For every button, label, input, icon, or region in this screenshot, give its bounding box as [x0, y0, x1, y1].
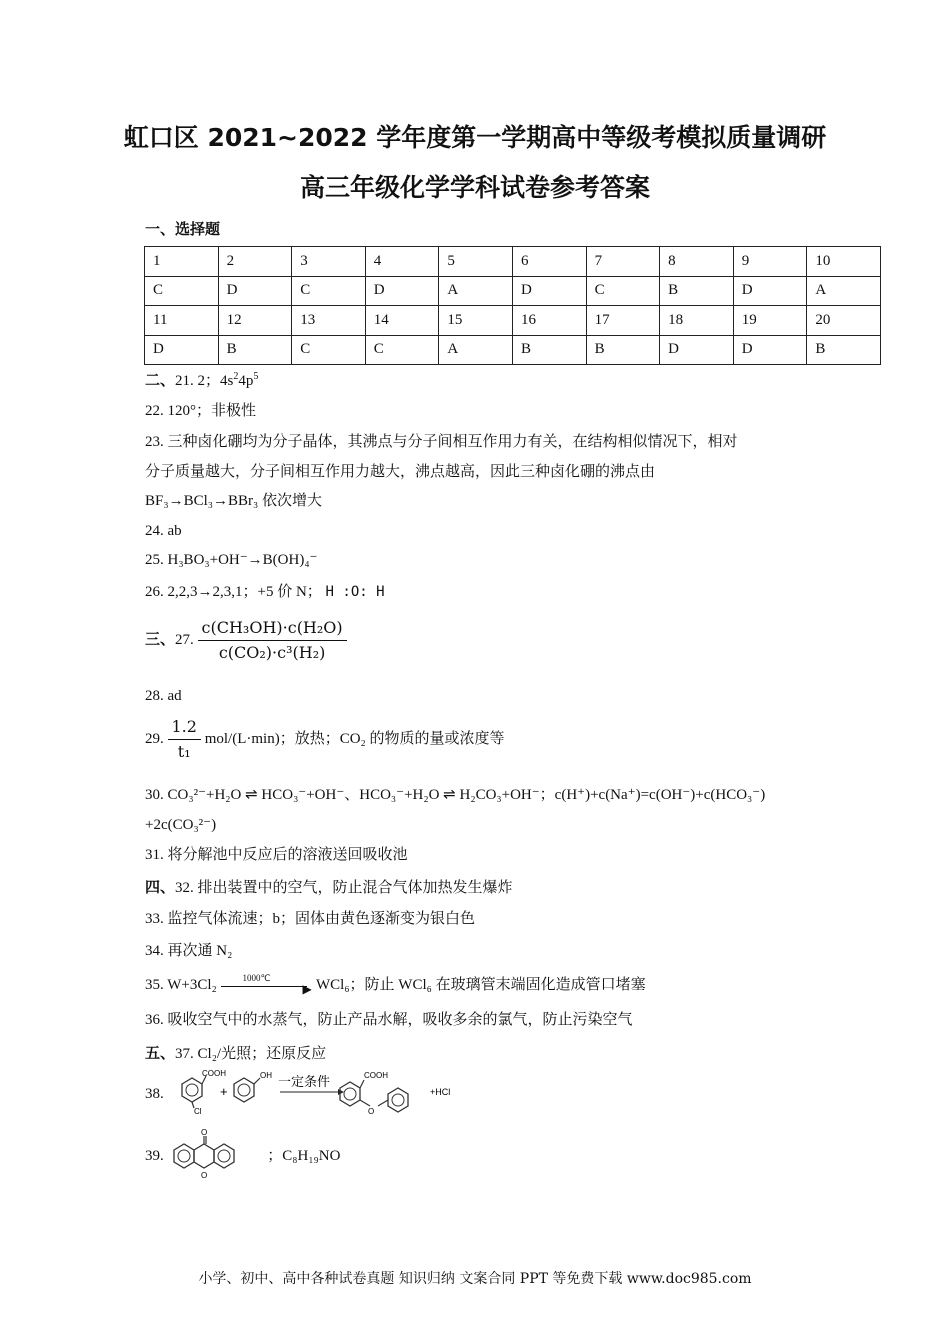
q29-line — [145, 717, 505, 762]
q36-line: 36. 吸收空气中的水蒸气，防止产品水解，吸收多余的氯气，防止污染空气 — [145, 1012, 633, 1028]
reaction-arrow: 1000℃ ▶ — [221, 976, 313, 996]
q21-sup1: 2 — [233, 371, 239, 382]
q24-line: 24. ab — [145, 523, 182, 539]
fraction-numerator: c(CH₃OH)·c(H₂O) — [198, 618, 347, 641]
q21-text: 21. 2；4s — [175, 373, 234, 389]
q32-text: 32. 排出装置中的空气，防止混合气体加热发生爆炸 — [175, 880, 513, 896]
q21-line — [145, 370, 258, 391]
section-3-heading: 三、 — [145, 629, 176, 648]
table-cell: 2 — [218, 247, 292, 277]
q37-line — [145, 1043, 326, 1064]
q23-line-3: BF₃→BCl₃→BBr₃ 依次增大 — [145, 493, 322, 509]
table-row — [145, 276, 881, 306]
table-cell: 16 — [512, 306, 586, 336]
table-cell: C — [292, 335, 366, 365]
section-1-heading: 一、选择题 — [145, 220, 221, 238]
q23-line-1: 23. 三种卤化硼均为分子晶体，其沸点与分子间相互作用力有关，在结构相似情况下，相对 — [145, 434, 738, 450]
q39-label: 39. — [145, 1148, 164, 1164]
q33-line: 33. 监控气体流速；b；固体由黄色逐渐变为银白色 — [145, 911, 476, 927]
table-cell: 19 — [733, 306, 807, 336]
table-cell: 10 — [807, 247, 881, 277]
table-cell: D — [365, 276, 439, 306]
hcl-label: +HCl — [430, 1087, 451, 1097]
table-cell: A — [807, 276, 881, 306]
section-4-heading: 四、 — [145, 878, 176, 896]
q22-line: 22. 120°；非极性 — [145, 403, 256, 419]
table-cell: B — [512, 335, 586, 365]
q21-mid: 4p — [238, 373, 254, 389]
table-cell: 1 — [145, 247, 219, 277]
table-cell: A — [439, 276, 513, 306]
q21-sup2: 5 — [253, 371, 259, 382]
q23-line-2: 分子质量越大，分子间相互作用力越大，沸点越高，因此三种卤化硼的沸点由 — [145, 464, 656, 480]
q25-line: 25. H₃BO₃+OH⁻→B(OH)₄⁻ — [145, 552, 318, 568]
q30-line-2: +2c(CO₃²⁻) — [145, 817, 217, 833]
table-cell: 13 — [292, 306, 366, 336]
table-cell: B — [586, 335, 660, 365]
q26-text: 26. 2,2,3→2,3,1；+5 价 N； — [145, 584, 322, 600]
reaction-condition: 1000℃ — [242, 972, 271, 983]
product-ring-1-icon — [340, 1082, 360, 1106]
table-cell: D — [218, 276, 292, 306]
equilibrium-constant-fraction — [198, 618, 347, 663]
rate-numerator: 1.2 — [168, 717, 201, 740]
q30-line-1: 30. CO₃²⁻+H₂O ⇌ HCO₃⁻+OH⁻、HCO₃⁻+H₂O ⇌ H₂CO₃+OH⁻；c(H⁺)+c(Na⁺)=c(OH⁻)+c(HCO₃⁻) — [145, 787, 766, 803]
q37-text: 37. Cl₂/光照；还原反应 — [175, 1046, 327, 1062]
oh-label: OH — [260, 1071, 272, 1080]
table-cell: C — [586, 276, 660, 306]
table-cell: C — [292, 276, 366, 306]
q29-label: 29. — [145, 730, 164, 747]
table-cell: D — [733, 276, 807, 306]
table-cell: 18 — [660, 306, 734, 336]
q35-line — [145, 972, 646, 996]
section-5-heading: 五、 — [145, 1044, 176, 1062]
reaction-scheme-38 — [168, 1068, 498, 1118]
fraction-denominator: c(CO₂)·c³(H₂) — [218, 643, 326, 662]
table-cell: 11 — [145, 306, 219, 336]
cooh-label: COOH — [202, 1069, 226, 1078]
table-cell: 8 — [660, 247, 734, 277]
q31-line: 31. 将分解池中反应后的溶液送回吸收池 — [145, 847, 408, 863]
title-line-1: 虹口区 2021~2022 学年度第一学期高中等级考模拟质量调研 — [123, 123, 827, 152]
answer-table — [144, 246, 881, 365]
title-line-2: 高三年级化学学科试卷参考答案 — [299, 173, 650, 202]
table-cell: 4 — [365, 247, 439, 277]
table-cell: 3 — [292, 247, 366, 277]
table-cell: A — [439, 335, 513, 365]
table-cell: 6 — [512, 247, 586, 277]
rate-denominator: t₁ — [177, 742, 191, 761]
table-cell: B — [218, 335, 292, 365]
page-footer: 小学、初中、高中各种试卷真题 知识归纳 文案合同 PPT 等免费下载 www.doc985.com — [198, 1271, 752, 1287]
section-2-heading: 二、 — [145, 371, 176, 389]
table-cell: B — [660, 276, 734, 306]
table-cell: 17 — [586, 306, 660, 336]
table-cell: 5 — [439, 247, 513, 277]
table-cell: C — [145, 276, 219, 306]
q39-rest: ；C₈H₁₉NO — [267, 1148, 341, 1164]
q29-rest: mol/(L·min)；放热；CO₂ 的物质的量或浓度等 — [204, 730, 505, 747]
cl-label: Cl — [194, 1107, 202, 1116]
q38-label: 38. — [145, 1086, 164, 1102]
table-cell: 12 — [218, 306, 292, 336]
reaction-condition-38: 一定条件 — [278, 1075, 331, 1090]
table-cell: 20 — [807, 306, 881, 336]
table-cell: 9 — [733, 247, 807, 277]
q32-line — [145, 877, 513, 898]
rate-fraction — [168, 717, 201, 762]
table-cell: D — [733, 335, 807, 365]
phenol-ring-icon — [234, 1078, 254, 1102]
svg-text:O: O — [368, 1107, 375, 1116]
svg-text:+: + — [220, 1084, 228, 1099]
table-cell: C — [365, 335, 439, 365]
q27-label: 27. — [175, 631, 194, 648]
q27-line — [145, 618, 347, 663]
q26-line — [145, 582, 385, 602]
svg-text:O: O — [201, 1171, 208, 1180]
q28-line: 28. ad — [145, 688, 182, 704]
table-cell: 15 — [439, 306, 513, 336]
q34-line: 34. 再次通 N₂ — [145, 943, 233, 959]
hydroxyl-electron-structure: H :O: H — [325, 584, 385, 600]
table-cell: D — [660, 335, 734, 365]
xanthone-structure-icon — [168, 1126, 268, 1186]
table-cell: B — [807, 335, 881, 365]
product-ring-2-icon — [388, 1088, 408, 1112]
benzene-ring-icon — [182, 1078, 202, 1102]
table-cell: 7 — [586, 247, 660, 277]
q35-reactants: 35. W+3Cl₂ — [145, 977, 217, 993]
table-row — [145, 335, 881, 365]
q35-products: WCl₆；防止 WCl₆ 在玻璃管末端固化造成管口堵塞 — [315, 977, 646, 993]
product-cooh-label: COOH — [364, 1071, 388, 1080]
table-cell: D — [145, 335, 219, 365]
table-cell: D — [512, 276, 586, 306]
svg-text:O: O — [201, 1128, 208, 1137]
table-row — [145, 247, 881, 277]
table-row — [145, 306, 881, 336]
table-cell: 14 — [365, 306, 439, 336]
